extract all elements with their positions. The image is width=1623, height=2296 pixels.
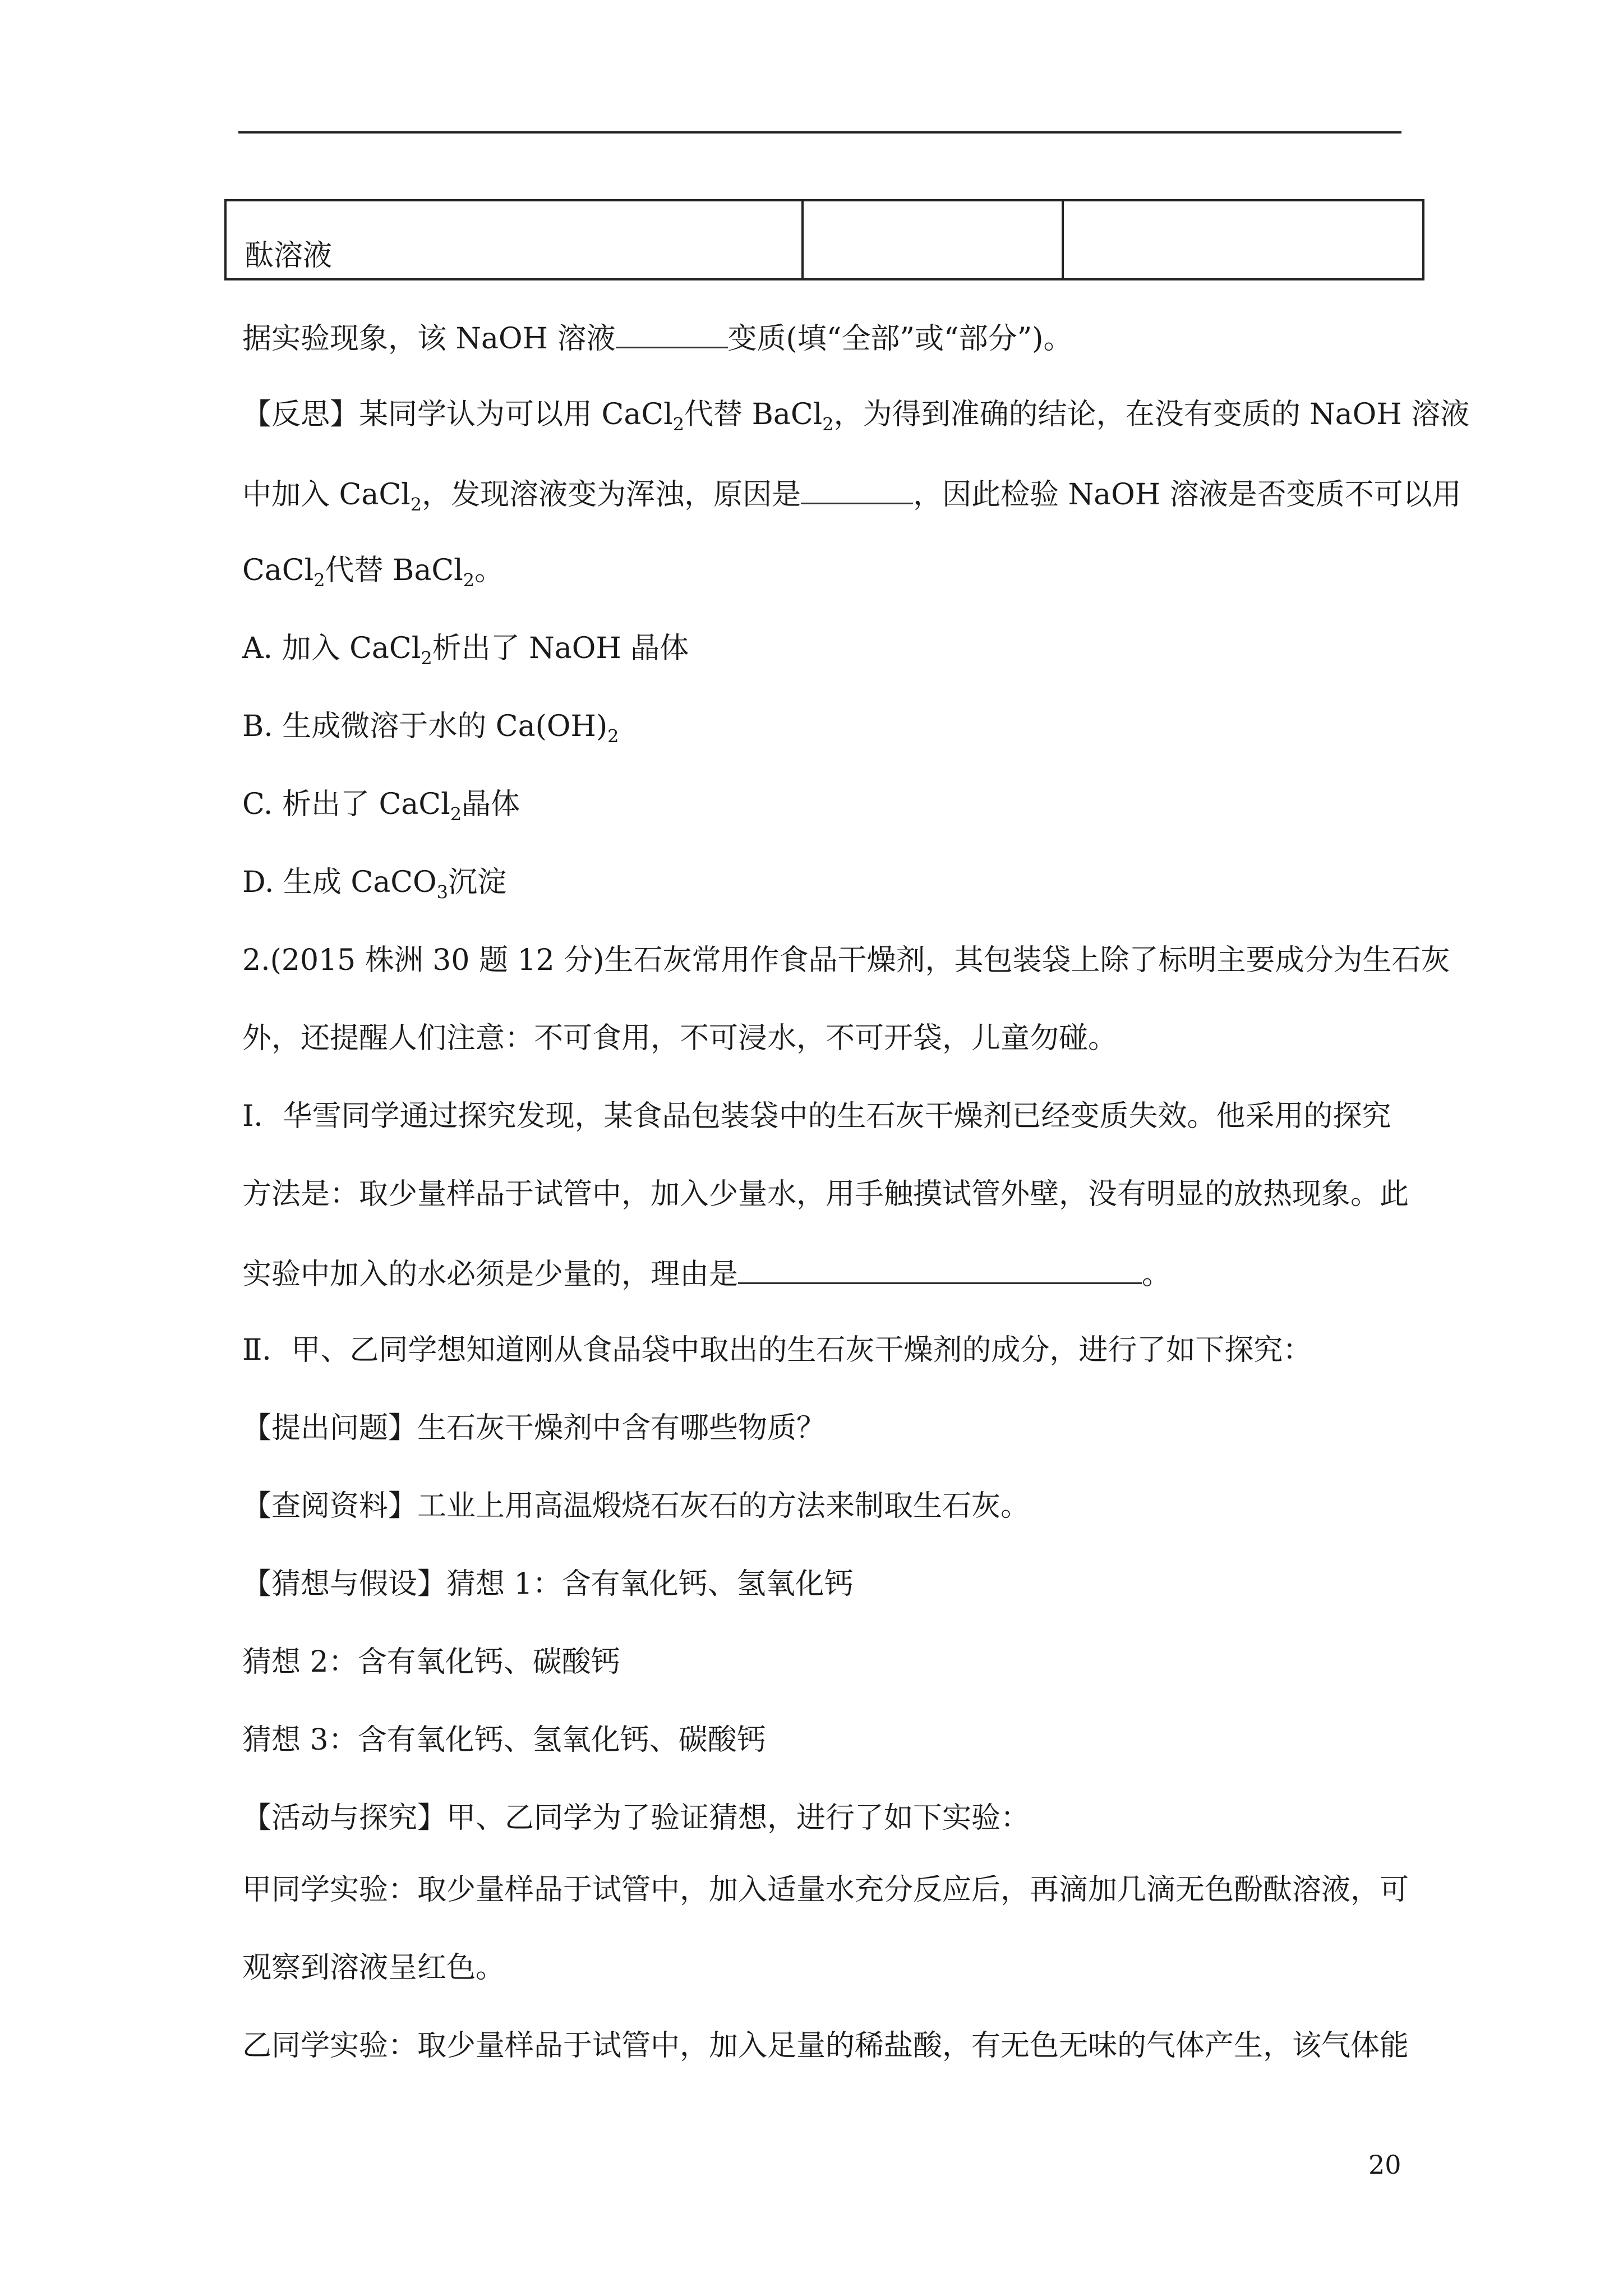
reference-material: 【查阅资料】工业上用高温煅烧石灰石的方法来制取生石灰。 bbox=[242, 1489, 1030, 1523]
raise-question: 【提出问题】生石灰干燥剂中含有哪些物质？ bbox=[242, 1411, 826, 1445]
text: 。 bbox=[1142, 1258, 1172, 1291]
subscript: 2 bbox=[410, 494, 422, 516]
subscript: 2 bbox=[463, 569, 475, 591]
answer-blank[interactable] bbox=[738, 1255, 1142, 1284]
text: 【反思】某同学认为可以用 CaCl bbox=[242, 398, 673, 431]
hypothesis-3: 猜想 3：含有氧化钙、氢氧化钙、碳酸钙 bbox=[242, 1723, 766, 1757]
question-2-line-2: 外，还提醒人们注意：不可食用，不可浸水，不可开袋，儿童勿碰。 bbox=[242, 1022, 1118, 1055]
table-cell bbox=[803, 200, 1063, 279]
student-jia-line-1: 甲同学实验：取少量样品于试管中，加入适量水充分反应后，再滴加几滴无色酚酞溶液，可 bbox=[242, 1873, 1409, 1907]
hypothesis-2: 猜想 2：含有氧化钙、碳酸钙 bbox=[242, 1645, 620, 1679]
student-yi-line-1: 乙同学实验：取少量样品于试管中，加入足量的稀盐酸，有无色无味的气体产生，该气体能 bbox=[242, 2029, 1409, 2063]
text: B. 生成微溶于水的 Ca(OH) bbox=[242, 710, 608, 743]
option-a bbox=[242, 632, 1398, 710]
text: 变质(填“全部”或“部分”)。 bbox=[727, 322, 1073, 356]
subscript: 2 bbox=[313, 569, 325, 591]
table-cell-text bbox=[804, 273, 1062, 278]
option-d bbox=[242, 866, 1398, 944]
conclusion-line bbox=[242, 320, 1398, 398]
text: 实验中加入的水必须是少量的，理由是 bbox=[242, 1258, 739, 1291]
hypothesis-1: 【猜想与假设】猜想 1：含有氧化钙、氢氧化钙 bbox=[242, 1567, 854, 1601]
text: 析出了 NaOH 晶体 bbox=[432, 632, 689, 665]
text: ，发现溶液变为浑浊，原因是 bbox=[422, 478, 801, 512]
header-rule bbox=[238, 131, 1401, 134]
part-1-line-2: 方法是：取少量样品于试管中，加入少量水，用手触摸试管外壁，没有明显的放热现象。此 bbox=[242, 1177, 1409, 1211]
subscript: 2 bbox=[672, 413, 685, 435]
continued-table bbox=[224, 199, 1424, 280]
option-b bbox=[242, 710, 1398, 788]
question-2-line-1: 2.(2015 株洲 30 题 12 分)生石灰常用作食品干燥剂，其包装袋上除了标明主要成分为生石灰 bbox=[242, 944, 1450, 977]
text: A. 加入 CaCl bbox=[242, 632, 421, 665]
subscript: 2 bbox=[607, 725, 619, 747]
student-jia-line-2: 观察到溶液呈红色。 bbox=[242, 1951, 505, 1985]
subscript: 2 bbox=[822, 413, 834, 435]
page-number: 20 bbox=[1368, 2150, 1401, 2180]
text: ，为得到准确的结论，在没有变质的 NaOH 溶液 bbox=[833, 398, 1470, 431]
option-c bbox=[242, 788, 1398, 866]
subscript: 3 bbox=[436, 881, 448, 903]
answer-blank[interactable] bbox=[801, 476, 913, 504]
table-row bbox=[225, 200, 1423, 279]
table-cell bbox=[225, 200, 803, 279]
part-1-line-3 bbox=[242, 1255, 1398, 1333]
document-body bbox=[242, 320, 1470, 2107]
table-cell-text: 酞溶液 bbox=[245, 239, 333, 273]
subscript: 2 bbox=[450, 803, 462, 825]
subscript: 2 bbox=[421, 647, 432, 669]
text: D. 生成 CaCO bbox=[242, 866, 437, 899]
text: CaCl bbox=[242, 554, 314, 587]
reflection-line-3 bbox=[242, 554, 1398, 632]
table-cell bbox=[1063, 200, 1423, 279]
text: 晶体 bbox=[462, 788, 520, 821]
part-2-intro: Ⅱ．甲、乙同学想知道刚从食品袋中取出的生石灰干燥剂的成分，进行了如下探究： bbox=[242, 1333, 1312, 1367]
answer-blank[interactable] bbox=[616, 320, 728, 348]
reflection-line-2 bbox=[242, 476, 1461, 554]
text: 沉淀 bbox=[448, 866, 507, 899]
text: 中加入 CaCl bbox=[242, 478, 411, 512]
text: 。 bbox=[474, 554, 504, 587]
text: ，因此检验 NaOH 溶液是否变质不可以用 bbox=[913, 478, 1461, 512]
text: 代替 BaCl bbox=[325, 554, 463, 587]
activity-intro: 【活动与探究】甲、乙同学为了验证猜想，进行了如下实验： bbox=[242, 1801, 1030, 1835]
part-1-line-1: Ⅰ．华雪同学通过探究发现，某食品包装袋中的生石灰干燥剂已经变质失效。他采用的探究 bbox=[242, 1099, 1391, 1133]
text: 据实验现象，该 NaOH 溶液 bbox=[242, 322, 616, 356]
text: C. 析出了 CaCl bbox=[242, 788, 450, 821]
text: 代替 BaCl bbox=[684, 398, 823, 431]
table-cell-text bbox=[1064, 273, 1422, 278]
reflection-line-1 bbox=[242, 398, 1470, 476]
